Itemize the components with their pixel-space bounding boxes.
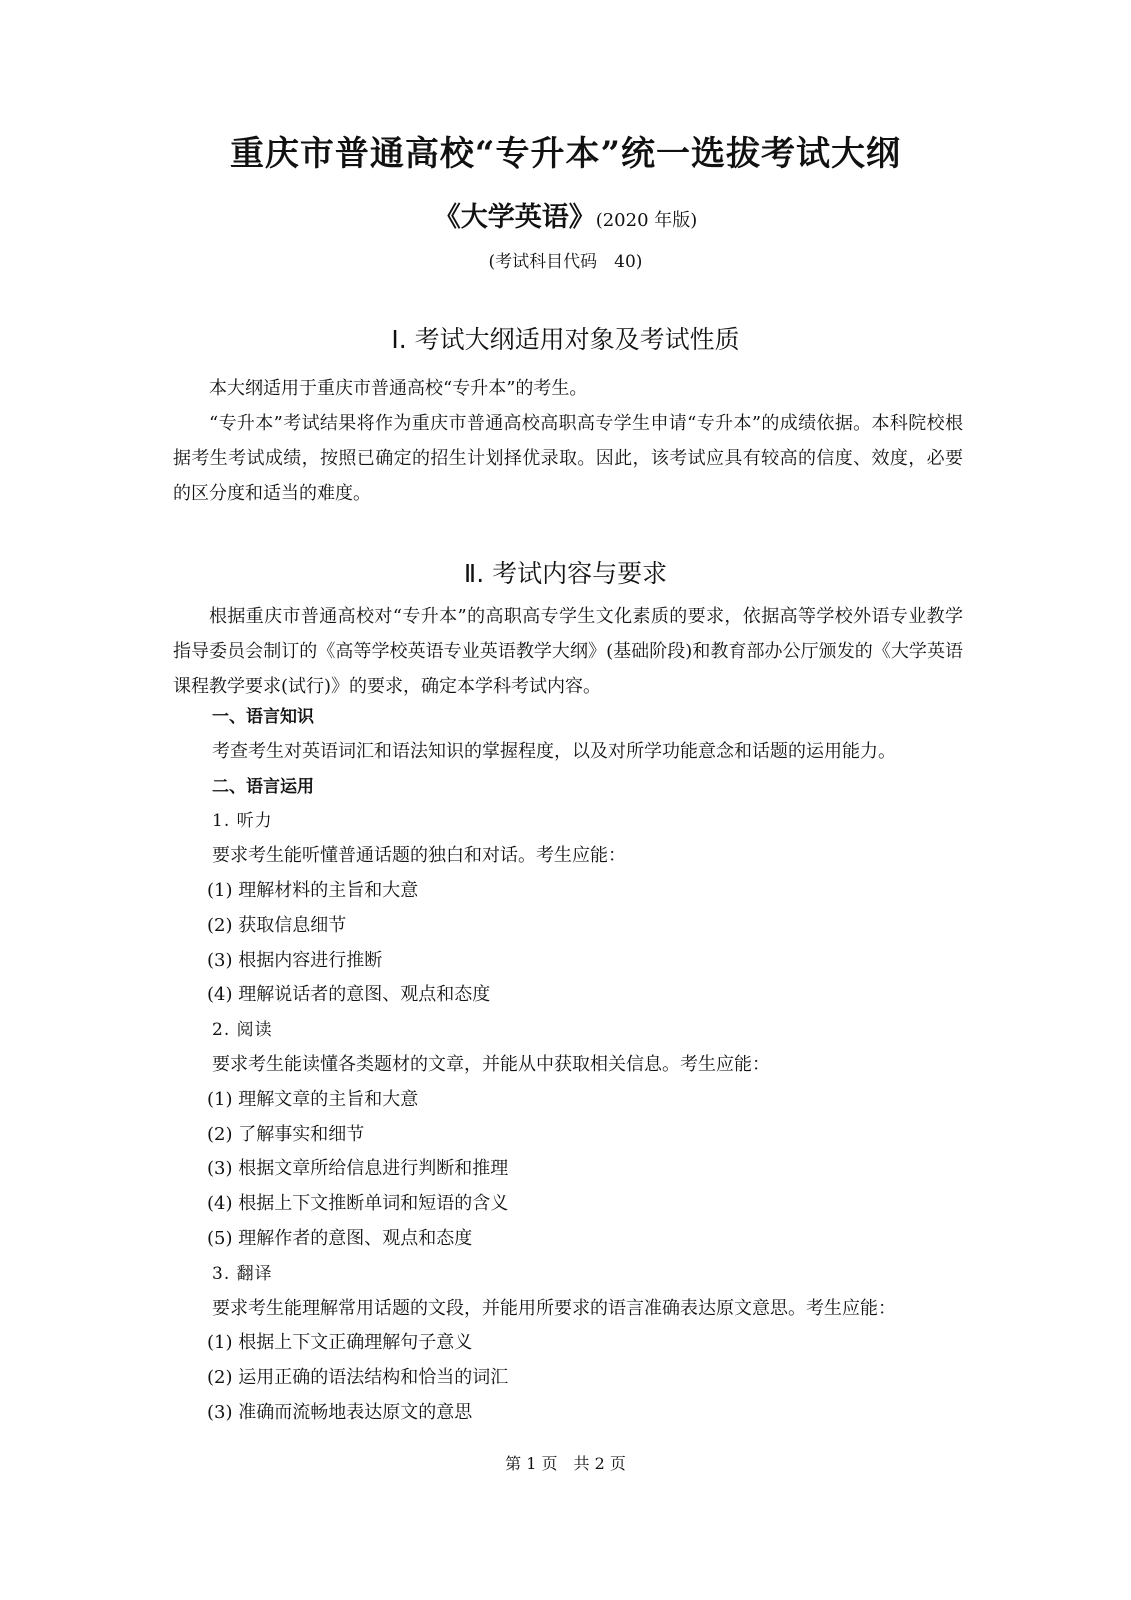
list-text: 要求考生能读懂各类题材的文章，并能从中获取相关信息。考生应能：: [212, 1053, 770, 1075]
list-heading-language-use: 二、语言运用: [212, 776, 314, 797]
paragraph: 根据重庆市普通高校对“专升本”的高职高专学生文化素质的要求，依据高等学校外语专业教学指导委员会制订的《高等学校英语专业英语教学大纲》(基础阶段)和教育部办公厅颁发的《大学英语课程教学要求(试行)》的要求，确定本学科考试内容。: [173, 606, 963, 697]
section-1-heading: Ⅰ. 考试大纲适用对象及考试性质: [391, 325, 740, 354]
list-item: (3) 根据内容进行推断: [207, 949, 383, 971]
subject-code: (考试科目代码 40): [488, 252, 643, 272]
list-subheading-reading: 2. 阅读: [212, 1020, 273, 1041]
list-subheading-translation: 3. 翻译: [212, 1263, 273, 1284]
list-item: (4) 根据上下文推断单词和短语的含义: [207, 1193, 509, 1215]
section-1-body: [173, 371, 963, 511]
page-footer: 第 1 页 共 2 页: [505, 1454, 626, 1473]
list-subheading-listening: 1. 听力: [212, 811, 273, 832]
list-item: (1) 根据上下文正确理解句子意义: [207, 1332, 473, 1354]
list-item: (1) 理解文章的主旨和大意: [207, 1088, 419, 1110]
list-heading-language-knowledge: 一、语言知识: [212, 707, 314, 727]
subject-name: 《大学英语》: [433, 202, 596, 233]
document-subtitle: [0, 200, 1131, 239]
list-item: (2) 了解事实和细节: [207, 1123, 365, 1145]
paragraph: 本大纲适用于重庆市普通高校“专升本”的考生。: [209, 378, 588, 399]
document-title: 重庆市普通高校“专升本”统一选拔考试大纲: [229, 134, 902, 174]
list-item: (1) 理解材料的主旨和大意: [207, 879, 419, 901]
list-item: (2) 获取信息细节: [207, 914, 347, 936]
list-item: (2) 运用正确的语法结构和恰当的词汇: [207, 1367, 509, 1389]
edition-label: (2020 年版): [595, 210, 698, 231]
section-2-intro: [173, 599, 963, 704]
list-text: 要求考生能听懂普通话题的独白和对话。考生应能：: [212, 845, 626, 867]
list-item: (4) 理解说话者的意图、观点和态度: [207, 984, 491, 1006]
list-item: (3) 根据文章所给信息进行判断和推理: [207, 1158, 509, 1180]
section-2-heading: Ⅱ. 考试内容与要求: [463, 559, 668, 588]
list-item: (3) 准确而流畅地表达原文的意思: [207, 1401, 473, 1423]
list-text: 要求考生能理解常用话题的文段，并能用所要求的语言准确表达原文意思。考生应能：: [212, 1297, 896, 1319]
list-item: (5) 理解作者的意图、观点和态度: [207, 1227, 473, 1249]
section-2-content-list: [207, 700, 972, 1431]
list-text: 考查考生对英语词汇和语法知识的掌握程度，以及对所学功能意念和话题的运用能力。: [212, 740, 896, 762]
paragraph: “专升本”考试结果将作为重庆市普通高校高职高专学生申请“专升本”的成绩依据。本科院校根据考生考试成绩，按照已确定的招生计划择优录取。因此，该考试应具有较高的信度、效度，必要的区分度和适当的难度。: [173, 413, 963, 504]
